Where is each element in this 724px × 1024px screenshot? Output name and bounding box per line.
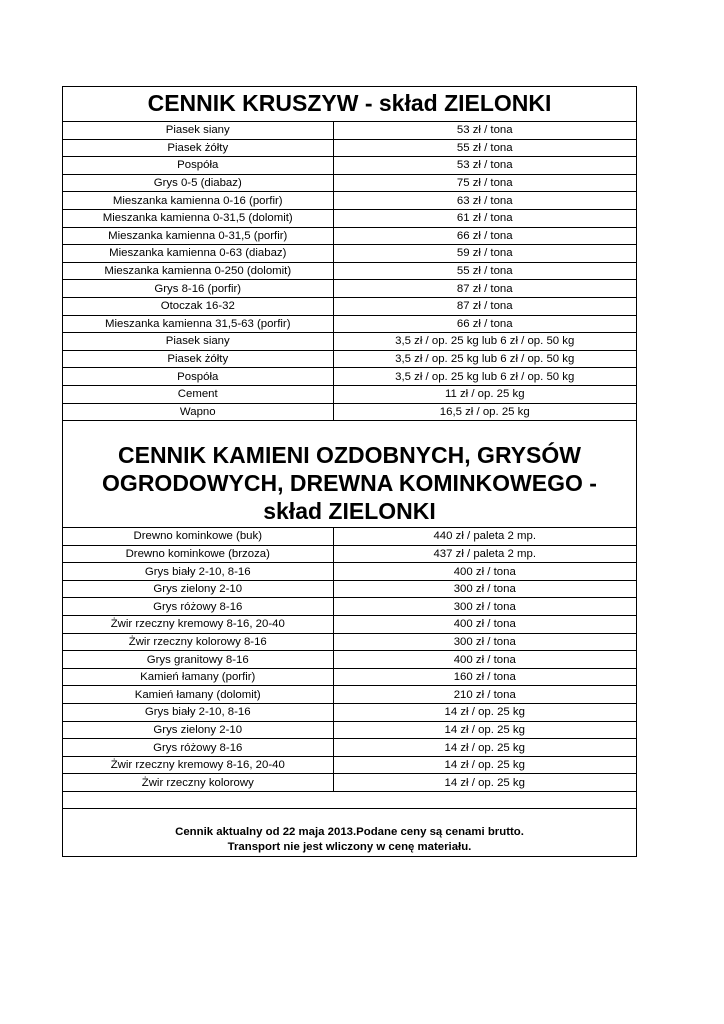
table-row: [63, 563, 636, 581]
table-row: [63, 174, 636, 192]
section1-title: CENNIK KRUSZYW - skład ZIELONKI: [63, 87, 636, 122]
table-row: [63, 122, 636, 139]
product-name: Mieszanka kamienna 0-31,5 (dolomit): [63, 209, 333, 227]
product-name: Mieszanka kamienna 31,5-63 (porfir): [63, 315, 333, 333]
price-list-sheet: [62, 86, 637, 857]
product-name: Kamień łamany (dolomit): [63, 686, 333, 704]
footer-note: [63, 808, 636, 856]
table-row: [63, 262, 636, 280]
product-price: 55 zł / tona: [333, 262, 636, 280]
product-name: Cement: [63, 385, 333, 403]
table-row: [63, 333, 636, 351]
empty-row: [63, 791, 636, 808]
product-price: 3,5 zł / op. 25 kg lub 6 zł / op. 50 kg: [333, 368, 636, 386]
section2-table: [63, 528, 636, 791]
product-price: 16,5 zł / op. 25 kg: [333, 403, 636, 420]
product-price: 59 zł / tona: [333, 245, 636, 263]
product-name: Drewno kominkowe (brzoza): [63, 545, 333, 563]
table-row: [63, 739, 636, 757]
product-price: 300 zł / tona: [333, 633, 636, 651]
product-name: Mieszanka kamienna 0-16 (porfir): [63, 192, 333, 210]
table-row: [63, 385, 636, 403]
product-name: Mieszanka kamienna 0-250 (dolomit): [63, 262, 333, 280]
product-price: 87 zł / tona: [333, 297, 636, 315]
product-name: Żwir rzeczny kremowy 8-16, 20-40: [63, 616, 333, 634]
section2-title-line: OGRODOWYCH, DREWNA KOMINKOWEGO -: [102, 470, 597, 497]
product-name: Grys różowy 8-16: [63, 739, 333, 757]
product-name: Pospóła: [63, 157, 333, 175]
product-name: Piasek siany: [63, 333, 333, 351]
table-row: [63, 139, 636, 157]
product-price: 63 zł / tona: [333, 192, 636, 210]
table-row: [63, 545, 636, 563]
table-row: [63, 774, 636, 791]
product-price: 53 zł / tona: [333, 157, 636, 175]
section1-table: [63, 122, 636, 420]
product-name: Grys zielony 2-10: [63, 721, 333, 739]
product-price: 300 zł / tona: [333, 598, 636, 616]
product-price: 14 zł / op. 25 kg: [333, 739, 636, 757]
product-price: 14 zł / op. 25 kg: [333, 704, 636, 722]
table-row: [63, 580, 636, 598]
product-price: 160 zł / tona: [333, 668, 636, 686]
table-row: [63, 598, 636, 616]
product-price: 66 zł / tona: [333, 315, 636, 333]
table-row: [63, 616, 636, 634]
table-row: [63, 756, 636, 774]
footer-line: Cennik aktualny od 22 maja 2013.Podane ceny są cenami brutto.: [175, 826, 524, 838]
table-row: [63, 297, 636, 315]
product-price: 75 zł / tona: [333, 174, 636, 192]
table-row: [63, 245, 636, 263]
section2-title-line: CENNIK KAMIENI OZDOBNYCH, GRYSÓW: [118, 442, 581, 469]
product-name: Grys biały 2-10, 8-16: [63, 563, 333, 581]
product-name: Mieszanka kamienna 0-31,5 (porfir): [63, 227, 333, 245]
product-name: Mieszanka kamienna 0-63 (diabaz): [63, 245, 333, 263]
table-row: [63, 721, 636, 739]
product-name: Żwir rzeczny kremowy 8-16, 20-40: [63, 756, 333, 774]
product-name: Żwir rzeczny kolorowy 8-16: [63, 633, 333, 651]
table-row: [63, 668, 636, 686]
product-price: 61 zł / tona: [333, 209, 636, 227]
table-row: [63, 686, 636, 704]
product-price: 11 zł / op. 25 kg: [333, 385, 636, 403]
product-name: Grys granitowy 8-16: [63, 651, 333, 669]
product-price: 53 zł / tona: [333, 122, 636, 139]
product-name: Grys 8-16 (porfir): [63, 280, 333, 298]
table-row: [63, 157, 636, 175]
section2-title: [63, 420, 636, 528]
product-price: 14 zł / op. 25 kg: [333, 774, 636, 791]
product-price: 440 zł / paleta 2 mp.: [333, 528, 636, 545]
table-row: [63, 368, 636, 386]
product-name: Wapno: [63, 403, 333, 420]
product-name: Pospóła: [63, 368, 333, 386]
product-price: 3,5 zł / op. 25 kg lub 6 zł / op. 50 kg: [333, 333, 636, 351]
product-price: 400 zł / tona: [333, 563, 636, 581]
product-price: 14 zł / op. 25 kg: [333, 756, 636, 774]
product-name: Otoczak 16-32: [63, 297, 333, 315]
product-price: 14 zł / op. 25 kg: [333, 721, 636, 739]
product-price: 300 zł / tona: [333, 580, 636, 598]
product-price: 400 zł / tona: [333, 616, 636, 634]
product-price: 3,5 zł / op. 25 kg lub 6 zł / op. 50 kg: [333, 350, 636, 368]
table-row: [63, 633, 636, 651]
product-name: Piasek siany: [63, 122, 333, 139]
table-row: [63, 651, 636, 669]
product-name: Piasek żółty: [63, 350, 333, 368]
table-row: [63, 704, 636, 722]
table-row: [63, 192, 636, 210]
table-row: [63, 403, 636, 420]
product-price: 66 zł / tona: [333, 227, 636, 245]
product-name: Grys zielony 2-10: [63, 580, 333, 598]
product-name: Kamień łamany (porfir): [63, 668, 333, 686]
product-price: 55 zł / tona: [333, 139, 636, 157]
product-price: 400 zł / tona: [333, 651, 636, 669]
product-name: Drewno kominkowe (buk): [63, 528, 333, 545]
product-price: 437 zł / paleta 2 mp.: [333, 545, 636, 563]
table-row: [63, 227, 636, 245]
table-row: [63, 528, 636, 545]
product-name: Żwir rzeczny kolorowy: [63, 774, 333, 791]
product-name: Piasek żółty: [63, 139, 333, 157]
product-name: Grys 0-5 (diabaz): [63, 174, 333, 192]
product-name: Grys różowy 8-16: [63, 598, 333, 616]
table-row: [63, 209, 636, 227]
table-row: [63, 280, 636, 298]
section2-title-line: skład ZIELONKI: [263, 498, 436, 525]
table-row: [63, 350, 636, 368]
product-price: 210 zł / tona: [333, 686, 636, 704]
table-row: [63, 315, 636, 333]
footer-line: Transport nie jest wliczony w cenę materiału.: [227, 841, 472, 853]
product-name: Grys biały 2-10, 8-16: [63, 704, 333, 722]
product-price: 87 zł / tona: [333, 280, 636, 298]
